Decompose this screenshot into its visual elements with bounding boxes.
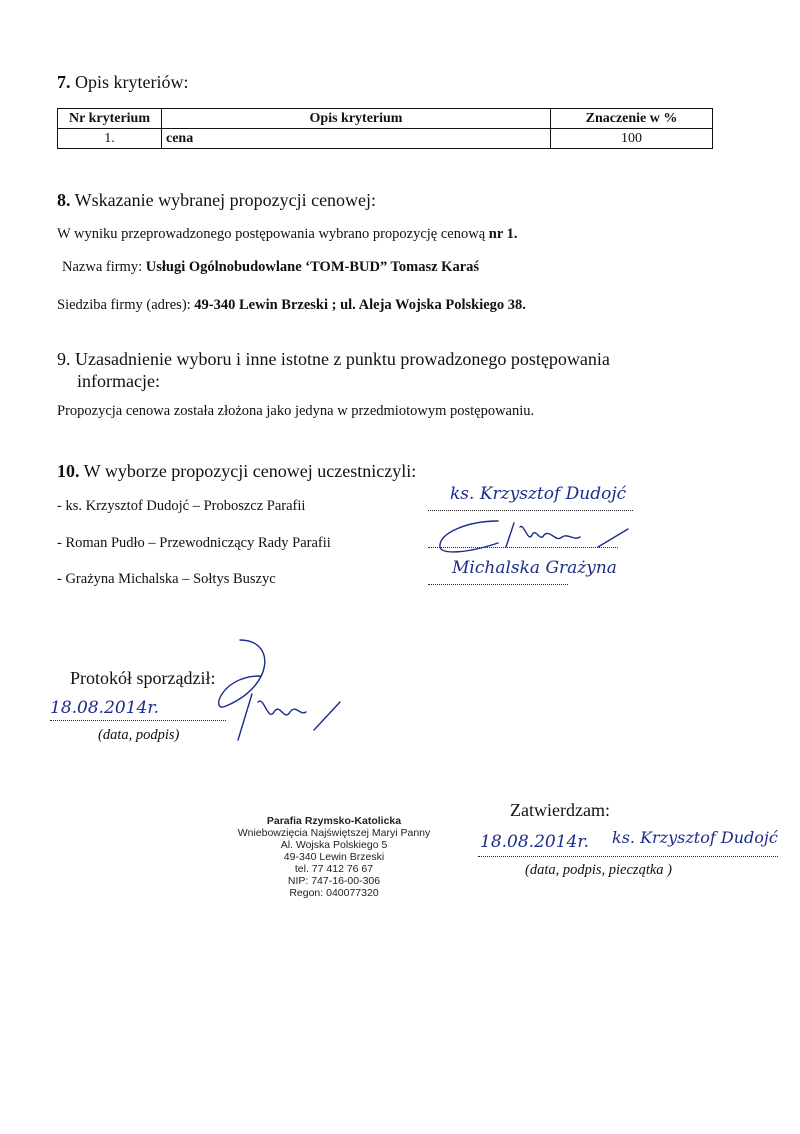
column-header-description: Opis kryterium [162, 109, 551, 129]
participant-3-name: - Grażyna Michalska – Sołtys Buszyc [57, 571, 276, 587]
cell-number: 1. [58, 129, 162, 149]
section-10-heading: 10. W wyborze propozycji cenowej uczestniczyli: [57, 461, 417, 481]
table-header-row [58, 109, 713, 129]
participant-1-name: - ks. Krzysztof Dudojć – Proboszcz Parafii [57, 498, 306, 514]
protocol-signature [180, 636, 320, 756]
section-9-heading: 9. Uzasadnienie wyboru i inne istotne z punktu prowadzonego postępowania informacje: [57, 349, 610, 391]
protocol-label: Protokół sporządził: [70, 668, 216, 688]
approval-date: 18.08.2014r. [480, 832, 589, 852]
section-8-heading: 8. Wskazanie wybranej propozycji cenowej: [57, 190, 377, 210]
participant-2-signature [428, 513, 648, 553]
parish-stamp: Parafia Rzymsko-Katolicka Wniebowzięcia Najświętszej Maryi Panny Al. Wojska Polskiego 5 49-340 Lewin Brzeski tel. 77 412 76 67 NIP: 747-16-00-306 Regon: 040077320 [237, 815, 431, 899]
section-7-heading: 7. Opis kryteriów: [57, 72, 189, 92]
column-header-number: Nr kryterium [58, 109, 162, 129]
protocol-date: 18.08.2014r. [50, 698, 159, 718]
cell-weight: 100 [551, 129, 713, 149]
company-name-line: Nazwa firmy: Usługi Ogólnobudowlane ‘TOM-BUD” Tomasz Karaś [62, 259, 480, 275]
justification-text: Propozycja cenowa została złożona jako jedyna w przedmiotowym postępowaniu. [57, 403, 535, 419]
protocol-signature-line [50, 700, 226, 722]
participant-3-signature-line [428, 558, 633, 588]
participant-2-signature-line [428, 531, 633, 551]
table-row [58, 129, 713, 149]
criteria-table [57, 108, 713, 149]
approval-signature: ks. Krzysztof Dudojć [612, 828, 778, 847]
column-header-weight: Znaczenie w % [551, 109, 713, 129]
participant-2-name: - Roman Pudło – Przewodniczący Rady Parafii [57, 535, 331, 551]
participant-1-signature-line [428, 484, 633, 514]
participant-3-signature: Michalska Grażyna [452, 558, 617, 578]
cell-description: cena [162, 129, 551, 149]
approval-label: Zatwierdzam: [510, 800, 610, 820]
participant-1-signature: ks. Krzysztof Dudojć [450, 484, 627, 504]
protocol-caption: (data, podpis) [98, 727, 180, 743]
approval-signature-line [478, 828, 778, 858]
selected-offer-line: W wyniku przeprowadzonego postępowania wybrano propozycję cenową nr 1. [57, 226, 518, 242]
approval-caption: (data, podpis, pieczątka ) [525, 862, 672, 878]
company-address-line: Siedziba firmy (adres): 49-340 Lewin Brzeski ; ul. Aleja Wojska Polskiego 38. [57, 297, 526, 313]
